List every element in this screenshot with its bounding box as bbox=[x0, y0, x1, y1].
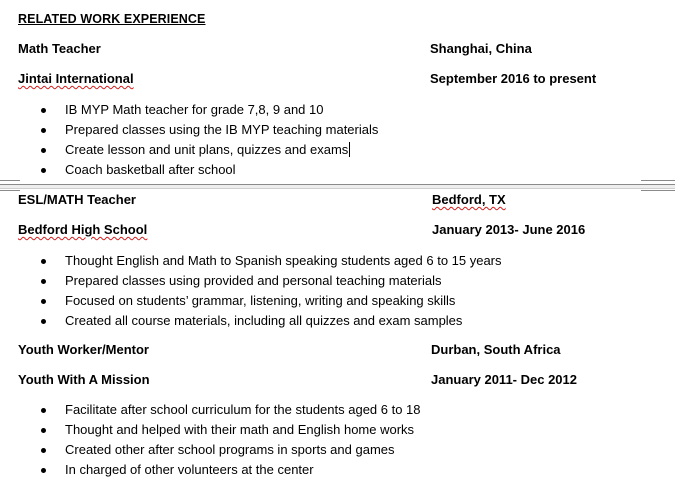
list-item: Prepared classes using the IB MYP teaching materials bbox=[0, 120, 378, 140]
job-employer: Jintai International bbox=[18, 71, 134, 86]
list-item bbox=[0, 140, 378, 160]
section-heading: RELATED WORK EXPERIENCE bbox=[18, 12, 206, 26]
list-item: Created all course materials, including all quizzes and exam samples bbox=[0, 311, 502, 331]
job-1-bullets bbox=[0, 100, 378, 180]
job-title: Youth Worker/Mentor bbox=[18, 342, 149, 357]
list-item-text: Create lesson and unit plans, quizzes and exams bbox=[65, 142, 349, 157]
list-item: Thought and helped with their math and English home works bbox=[0, 420, 421, 440]
job-3-bullets bbox=[0, 400, 421, 480]
job-title: Math Teacher bbox=[18, 41, 101, 56]
job-location: Shanghai, China bbox=[430, 41, 532, 56]
list-item: IB MYP Math teacher for grade 7,8, 9 and 10 bbox=[0, 100, 378, 120]
job-location: Bedford, TX bbox=[432, 192, 506, 207]
job-1-title-row bbox=[18, 41, 658, 59]
job-2-employer-row bbox=[18, 222, 658, 240]
list-item: Facilitate after school curriculum for the students aged 6 to 18 bbox=[0, 400, 421, 420]
job-location: Durban, South Africa bbox=[431, 342, 561, 357]
page-break-divider bbox=[0, 184, 675, 189]
job-dates: January 2013- June 2016 bbox=[432, 222, 586, 237]
job-2-title-row bbox=[18, 192, 658, 210]
job-3-title-row bbox=[18, 342, 658, 360]
list-item: In charged of other volunteers at the center bbox=[0, 460, 421, 480]
job-1-employer-row bbox=[18, 71, 658, 89]
job-3-employer-row bbox=[18, 372, 658, 390]
job-dates: September 2016 to present bbox=[430, 71, 597, 86]
job-employer: Bedford High School bbox=[18, 222, 148, 237]
job-dates: January 2011- Dec 2012 bbox=[431, 372, 577, 387]
list-item: Prepared classes using provided and personal teaching materials bbox=[0, 271, 502, 291]
job-employer: Youth With A Mission bbox=[18, 372, 150, 387]
right-margin-marker bbox=[641, 180, 675, 191]
text-cursor bbox=[349, 142, 350, 157]
list-item: Thought English and Math to Spanish speaking students aged 6 to 15 years bbox=[0, 251, 502, 271]
list-item: Created other after school programs in sports and games bbox=[0, 440, 421, 460]
job-title: ESL/MATH Teacher bbox=[18, 192, 136, 207]
job-2-bullets bbox=[0, 251, 502, 331]
list-item: Coach basketball after school bbox=[0, 160, 378, 180]
list-item: Focused on students’ grammar, listening, writing and speaking skills bbox=[0, 291, 502, 311]
